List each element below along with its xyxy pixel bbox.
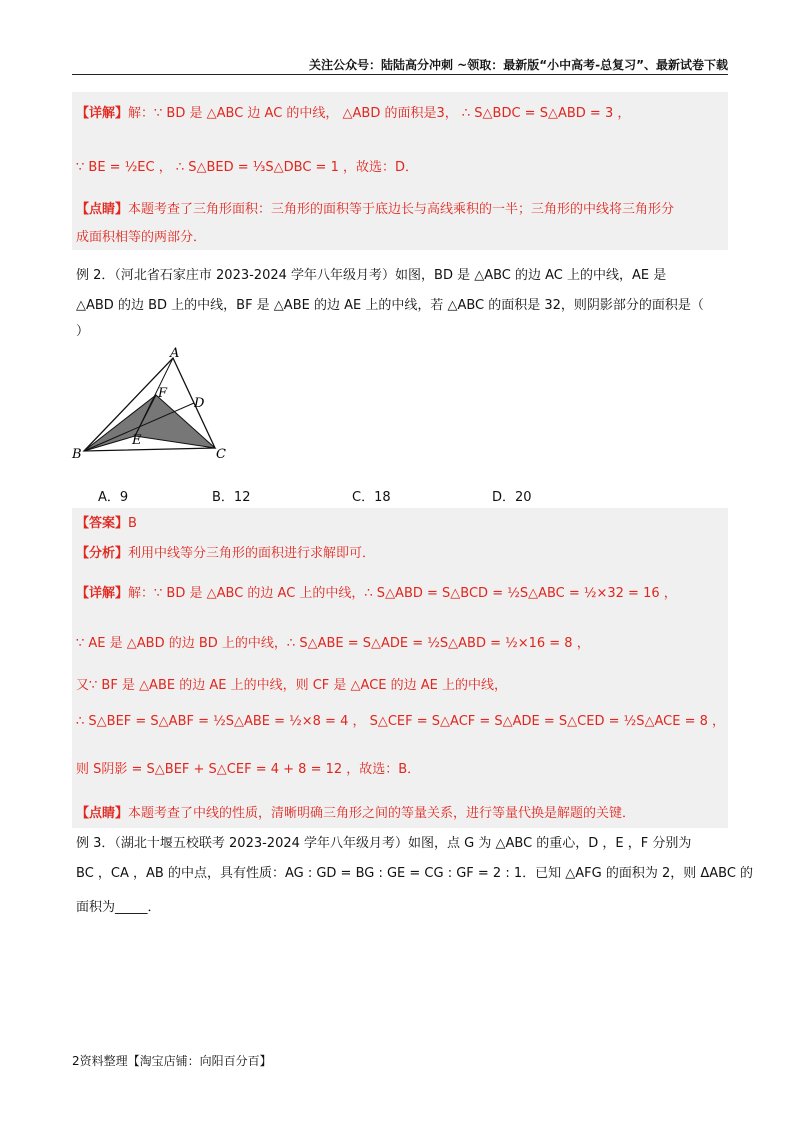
label-a: A xyxy=(170,346,180,361)
choice-a[interactable]: A．9 xyxy=(98,490,129,505)
sol2-note xyxy=(76,804,635,824)
sol2-detail-line4: ∴ S△BEF = S△ABF = ½S△ABE = ½×8 = 4 ， S△CEF = S△ACF = S△ADE = S△CED = ½S△ACE = 8 ， xyxy=(76,714,726,729)
ex3-line1: 例 3．（湖北十堰五校联考 2023-2024 学年八年级月考）如图，点 G 为 △ABC 的重心，D ，E ，F 分别为 xyxy=(76,836,692,851)
sol1-note1-text: 本题考查了三角形面积：三角形的面积等于底边长与高线乘积的一半；三角形的中线将三角形分 xyxy=(128,202,675,217)
ex2-line2: △ABD 的边 BD 上的中线，BF 是 △ABE 的边 AE 上的中线，若 △ABC 的面积是 32，则阴影部分的面积是（ xyxy=(76,298,704,313)
label-b: B xyxy=(72,447,82,462)
page-footer xyxy=(72,1052,272,1069)
page-header: 关注公众号：陆陆高分冲刺 ~领取：最新版“小中高考-总复习”、最新试卷下载 xyxy=(309,58,728,72)
sol1-line1 xyxy=(76,104,630,124)
sol1-note-tag: 【点睛】 xyxy=(76,202,129,217)
sol2-detail-line3: 又∵ BF 是 △ABE 的边 AE 上的中线，则 CF 是 △ACE 的边 AE 上的中线， xyxy=(76,678,507,693)
choice-b[interactable]: B．12 xyxy=(212,490,251,505)
sol2-l1-text: 解：∵ BD 是 △ABC 的边 AC 上的中线，∴ S△ABD = S△BCD = ½S△ABC = ½×32 = 16 ， xyxy=(128,586,677,601)
label-f: F xyxy=(158,386,168,401)
ex3-line3: 面积为_____． xyxy=(76,900,161,915)
ex2-line1: 例 2．（河北省石家庄市 2023-2024 学年八年级月考）如图，BD 是 △ABC 的边 AC 上的中线，AE 是 xyxy=(76,268,667,283)
page-number: 2 xyxy=(72,1054,80,1068)
sol1-note-line1 xyxy=(76,200,674,220)
sol2-detail-tag: 【详解】 xyxy=(76,586,129,601)
sol2-answer-tag: 【答案】 xyxy=(76,516,129,531)
sol2-detail-line2: ∵ AE 是 △ABD 的边 BD 上的中线，∴ S△ABE = S△ADE = ½S△ABD = ½×16 = 8 ， xyxy=(76,636,590,651)
sol2-note-text: 本题考查了中线的性质，清晰明确三角形之间的等量关系，进行等量代换是解题的关键． xyxy=(128,806,636,821)
sol1-line2: ∵ BE = ½EC ， ∴ S△BED = ⅓S△DBC = 1 ，故选：D． xyxy=(76,160,418,175)
sol2-analysis-tag: 【分析】 xyxy=(76,546,129,561)
label-c: C xyxy=(216,447,226,462)
choice-c[interactable]: C．18 xyxy=(352,490,391,505)
choice-d[interactable]: D．20 xyxy=(492,490,532,505)
sol2-answer xyxy=(76,514,137,534)
sol2-answer-value: B xyxy=(128,516,137,531)
triangle-figure xyxy=(70,345,240,465)
label-d: D xyxy=(194,396,205,411)
sol2-detail-line5: 则 S阴影 = S△BEF + S△CEF = 4 + 8 = 12 ，故选：B． xyxy=(76,762,421,777)
sol1-tag: 【详解】 xyxy=(76,106,129,121)
sol1-line1-text: 解：∵ BD 是 △ABC 边 AC 的中线， △ABD 的面积是3， ∴ S△BDC = S△ABD = 3 ， xyxy=(128,106,631,121)
header-divider xyxy=(72,74,728,75)
sol2-detail-line1 xyxy=(76,584,677,604)
sol2-analysis-text: 利用中线等分三角形的面积进行求解即可． xyxy=(128,546,376,561)
sol2-note-tag: 【点睛】 xyxy=(76,806,129,821)
label-e: E xyxy=(132,433,142,448)
sol1-note-line2: 成面积相等的两部分． xyxy=(76,230,207,245)
footer-text: 资料整理【淘宝店铺：向阳百分百】 xyxy=(79,1054,272,1068)
sol2-analysis xyxy=(76,544,375,564)
ex2-line3: ） xyxy=(76,324,90,339)
ex3-line2: BC ，CA ，AB 的中点，具有性质：AG : GD = BG : GE = CG : GF = 2 : 1．已知 △AFG 的面积为 2，则 ΔABC 的 xyxy=(76,866,754,881)
